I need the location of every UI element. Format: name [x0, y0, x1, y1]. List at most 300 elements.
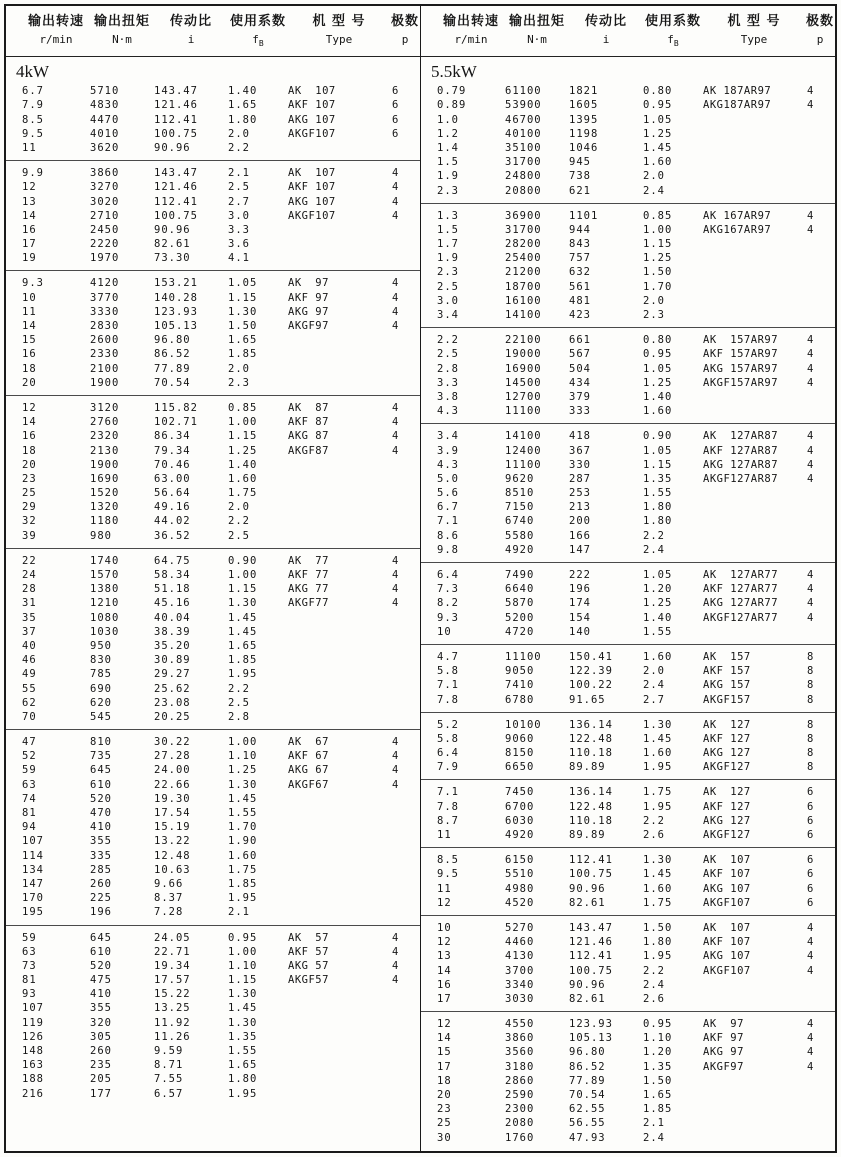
table-row: [6, 291, 420, 305]
cell-type: [703, 141, 805, 155]
table-row: [421, 1116, 835, 1130]
cell-type: [288, 710, 390, 724]
cell-type: [703, 155, 805, 169]
cell-ratio: 143.47: [569, 921, 613, 934]
cell-torque: 735: [90, 750, 112, 763]
table-row: [421, 1017, 835, 1031]
cell-type: AKGF97: [288, 320, 329, 332]
cell-ratio: 86.34: [154, 430, 191, 443]
cell-type: [288, 223, 390, 237]
cell-type: AKF 127: [703, 732, 751, 745]
cell-speed: 12: [437, 896, 452, 909]
cell-speed: 16: [22, 430, 37, 443]
cell-type: AKF 157: [703, 665, 751, 678]
cell-ratio: 89.89: [569, 761, 606, 774]
cell-speed: 62: [22, 696, 37, 709]
cell-poles: [805, 169, 835, 183]
cell-service-factor: 1.60: [643, 405, 673, 418]
cell-type: AK 127AR87: [703, 430, 779, 443]
cell-torque: 355: [90, 835, 112, 848]
table-row: [421, 1102, 835, 1116]
cell-type: AKG 127AR77: [703, 597, 779, 610]
cell-torque: 980: [90, 529, 112, 542]
cell-torque: 4120: [90, 277, 120, 290]
cell-poles: [390, 877, 420, 891]
cell-torque: 8150: [505, 747, 535, 760]
header-zh-torque: 输出扭矩: [93, 14, 150, 29]
cell-torque: 3020: [90, 195, 120, 208]
table-row: [421, 746, 835, 760]
cell-speed: 1.2: [437, 127, 459, 140]
cell-poles: [390, 696, 420, 710]
header-zh-service-factor: 使用系数: [644, 14, 701, 29]
column-header-right: [421, 6, 835, 57]
cell-type: AKG 127: [703, 747, 751, 760]
cell-speed: 55: [22, 682, 37, 695]
cell-speed: 6.7: [437, 501, 459, 514]
cell-poles: [390, 611, 420, 625]
cell-speed: 1.7: [437, 238, 459, 251]
table-row: [421, 294, 835, 308]
cell-speed: 94: [22, 821, 37, 834]
cell-torque: 285: [90, 863, 112, 876]
cell-ratio: 96.80: [154, 334, 191, 347]
cell-service-factor: 1.00: [228, 416, 258, 429]
cell-poles: 6: [807, 868, 815, 881]
cell-type: [288, 458, 390, 472]
cell-ratio: 30.22: [154, 736, 191, 749]
cell-service-factor: 1.00: [228, 569, 258, 581]
cell-speed: 119: [22, 1016, 44, 1029]
cell-speed: 12: [437, 1018, 452, 1031]
cell-ratio: 105.13: [569, 1032, 613, 1045]
cell-speed: 81: [22, 807, 37, 819]
header-zh-speed: 输出转速: [27, 14, 84, 29]
cell-service-factor: 2.2: [228, 515, 250, 528]
cell-type: AKGF87: [288, 444, 329, 457]
cell-poles: [390, 472, 420, 486]
cell-ratio: 29.27: [154, 668, 191, 681]
cell-service-factor: 0.80: [643, 334, 673, 347]
cell-ratio: 200: [569, 515, 591, 528]
cell-ratio: 17.57: [154, 974, 191, 987]
cell-poles: [390, 251, 420, 265]
cell-ratio: 12.48: [154, 849, 191, 862]
cell-service-factor: 1.50: [228, 320, 258, 332]
cell-torque: 520: [90, 959, 112, 972]
cell-poles: [805, 1088, 835, 1102]
cell-type: AK 107: [703, 854, 751, 867]
cell-ratio: 56.64: [154, 487, 191, 500]
cell-poles: 4: [807, 444, 815, 457]
cell-ratio: 567: [569, 348, 591, 361]
cell-speed: 7.9: [437, 761, 459, 774]
cell-torque: 610: [90, 945, 112, 958]
cell-type: [288, 682, 390, 696]
cell-torque: 14100: [505, 309, 542, 321]
cell-poles: [805, 237, 835, 251]
cell-service-factor: 2.1: [643, 1117, 665, 1130]
table-row: [6, 763, 420, 777]
cell-torque: 7150: [505, 501, 535, 514]
cell-torque: 410: [90, 821, 112, 834]
cell-type: [703, 265, 805, 279]
cell-speed: 1.5: [437, 223, 459, 236]
cell-service-factor: 1.55: [228, 1045, 258, 1057]
cell-speed: 12: [22, 181, 37, 194]
table-row: [6, 209, 420, 223]
cell-speed: 18: [22, 362, 37, 375]
cell-ratio: 123.93: [569, 1018, 613, 1031]
cell-ratio: 102.71: [154, 416, 198, 429]
cell-poles: [805, 265, 835, 279]
cell-type: [288, 237, 390, 251]
cell-torque: 9620: [505, 472, 535, 485]
cell-speed: 19: [22, 252, 37, 265]
cell-speed: 30: [437, 1131, 452, 1144]
cell-ratio: 253: [569, 487, 591, 500]
cell-poles: 4: [392, 305, 400, 318]
table-row: [421, 113, 835, 127]
table-row: [421, 169, 835, 183]
cell-service-factor: 1.90: [228, 835, 258, 848]
header-row-units: [421, 32, 835, 51]
cell-speed: 107: [22, 1002, 44, 1015]
cell-service-factor: 0.95: [643, 99, 673, 112]
cell-poles: 4: [392, 750, 400, 763]
ratio-block: [421, 713, 835, 781]
cell-speed: 11: [437, 829, 452, 841]
cell-type: AKF 67: [288, 750, 329, 763]
cell-ratio: 79.34: [154, 444, 191, 457]
table-row: [421, 611, 835, 625]
cell-type: AKF 127: [703, 800, 751, 813]
cell-torque: 1900: [90, 376, 120, 389]
cell-type: AKGF107: [288, 209, 336, 222]
cell-ratio: 22.71: [154, 945, 191, 958]
cell-service-factor: 2.0: [643, 665, 665, 678]
cell-speed: 31: [22, 597, 37, 610]
cell-poles: 4: [807, 1032, 815, 1045]
cell-torque: 545: [90, 710, 112, 723]
cell-service-factor: 1.25: [643, 252, 673, 265]
cell-ratio: 47.93: [569, 1131, 606, 1144]
cell-type: AKF 107: [288, 99, 336, 112]
cell-type: AKG 57: [288, 959, 329, 972]
cell-poles: 4: [392, 974, 400, 987]
cell-poles: [390, 362, 420, 376]
cell-service-factor: 1.35: [643, 472, 673, 485]
cell-speed: 9.3: [22, 277, 44, 290]
cell-speed: 63: [22, 945, 37, 958]
cell-poles: 4: [392, 764, 400, 777]
cell-torque: 3270: [90, 181, 120, 194]
cell-ratio: 77.89: [154, 362, 191, 375]
table-row: [6, 1030, 420, 1044]
table-row: [6, 905, 420, 919]
cell-speed: 11: [437, 882, 452, 895]
cell-service-factor: 1.95: [643, 761, 673, 774]
cell-speed: 16: [22, 223, 37, 236]
cell-torque: 1570: [90, 569, 120, 581]
cell-speed: 20: [437, 1089, 452, 1101]
cell-type: AKF 107: [703, 868, 751, 881]
cell-ratio: 944: [569, 223, 591, 236]
table-row: [6, 276, 420, 290]
cell-service-factor: 1.15: [643, 458, 673, 471]
cell-speed: 2.8: [437, 362, 459, 375]
cell-poles: [390, 792, 420, 806]
cell-speed: 46: [22, 654, 37, 667]
cell-ratio: 945: [569, 156, 591, 169]
cell-ratio: 154: [569, 611, 591, 624]
cell-type: AK 107: [288, 167, 336, 180]
cell-torque: 3120: [90, 401, 120, 414]
cell-type: [288, 347, 390, 361]
cell-service-factor: 1.80: [643, 936, 673, 949]
cell-poles: 4: [392, 167, 400, 180]
cell-ratio: 213: [569, 501, 591, 514]
cell-torque: 12400: [505, 444, 542, 457]
cell-torque: 2300: [505, 1103, 535, 1116]
cell-type: AKGF97: [703, 1060, 744, 1073]
header-row-units: [6, 32, 420, 51]
cell-service-factor: 1.55: [228, 807, 258, 819]
cell-service-factor: 1.15: [228, 291, 258, 304]
cell-type: [703, 1074, 805, 1088]
table-row: [421, 664, 835, 678]
cell-ratio: 90.96: [569, 978, 606, 991]
cell-type: [288, 514, 390, 528]
cell-torque: 1380: [90, 583, 120, 596]
cell-torque: 5270: [505, 921, 535, 934]
cell-poles: [390, 639, 420, 653]
power-title-right: 5.5kW: [431, 62, 477, 82]
cell-torque: 620: [90, 696, 112, 709]
cell-service-factor: 1.20: [643, 1046, 673, 1059]
cell-poles: 4: [392, 554, 400, 567]
cell-service-factor: 2.2: [228, 682, 250, 695]
cell-service-factor: 1.75: [643, 896, 673, 909]
table-row: [421, 333, 835, 347]
cell-poles: 4: [392, 444, 400, 457]
cell-ratio: 100.75: [154, 127, 198, 140]
cell-torque: 36900: [505, 209, 542, 222]
cell-service-factor: 2.5: [228, 529, 250, 542]
cell-service-factor: 1.25: [228, 764, 258, 777]
cell-speed: 0.89: [437, 99, 467, 112]
cell-speed: 14: [22, 416, 37, 429]
cell-torque: 4920: [505, 543, 535, 556]
cell-type: [703, 1116, 805, 1130]
cell-speed: 13: [22, 195, 37, 208]
cell-service-factor: 2.4: [643, 543, 665, 556]
cell-speed: 52: [22, 750, 37, 763]
cell-torque: 196: [90, 906, 112, 919]
cell-service-factor: 1.45: [643, 732, 673, 745]
cell-ratio: 6.57: [154, 1087, 184, 1100]
cell-type: AKGF107: [703, 964, 751, 977]
cell-poles: 6: [807, 814, 815, 827]
cell-type: AK 57: [288, 931, 329, 944]
cell-ratio: 136.14: [569, 718, 613, 731]
cell-poles: [390, 667, 420, 681]
cell-service-factor: 2.0: [228, 362, 250, 375]
cell-poles: [390, 141, 420, 155]
cell-poles: 4: [392, 778, 400, 791]
cell-torque: 5710: [90, 85, 120, 98]
cell-type: AKG 127AR87: [703, 458, 779, 471]
cell-service-factor: 1.60: [643, 882, 673, 895]
cell-type: [288, 987, 390, 1001]
cell-speed: 188: [22, 1073, 44, 1086]
cell-service-factor: 1.60: [643, 747, 673, 760]
cell-speed: 17: [22, 238, 37, 251]
cell-torque: 4010: [90, 127, 120, 140]
cell-ratio: 90.96: [154, 141, 191, 154]
cell-type: [703, 169, 805, 183]
table-row: [421, 814, 835, 828]
cell-service-factor: 1.65: [643, 1089, 673, 1101]
cell-service-factor: 2.2: [228, 141, 250, 154]
cell-torque: 2760: [90, 416, 120, 429]
cell-speed: 10: [22, 291, 37, 304]
cell-speed: 9.5: [437, 868, 459, 881]
cell-ratio: 82.61: [569, 992, 606, 1005]
cell-poles: 4: [807, 1018, 815, 1031]
cell-torque: 14100: [505, 430, 542, 443]
cell-torque: 5200: [505, 611, 535, 624]
cell-torque: 645: [90, 931, 112, 944]
cell-speed: 0.79: [437, 85, 467, 98]
cell-poles: [805, 155, 835, 169]
cell-ratio: 140.28: [154, 291, 198, 304]
cell-ratio: 123.93: [154, 305, 198, 318]
cell-speed: 7.9: [22, 99, 44, 112]
header-unit-torque: N·m: [112, 33, 132, 46]
cell-service-factor: 1.05: [643, 362, 673, 375]
cell-service-factor: 1.40: [228, 85, 258, 98]
cell-ratio: 100.75: [569, 868, 613, 881]
cell-type: [703, 1102, 805, 1116]
cell-service-factor: 1.30: [228, 988, 258, 1001]
cell-type: [288, 141, 390, 155]
cell-speed: 40: [22, 639, 37, 652]
cell-torque: 12700: [505, 390, 542, 403]
cell-poles: 4: [807, 611, 815, 624]
table-row: [6, 319, 420, 333]
cell-torque: 6030: [505, 814, 535, 827]
cell-speed: 195: [22, 906, 44, 919]
table-row: [6, 444, 420, 458]
cell-speed: 6.4: [437, 747, 459, 760]
cell-torque: 1080: [90, 611, 120, 624]
cell-poles: [805, 1116, 835, 1130]
header-unit-torque: N·m: [527, 33, 547, 46]
cell-service-factor: 1.10: [643, 1032, 673, 1045]
cell-torque: 4550: [505, 1018, 535, 1031]
cell-poles: 4: [392, 736, 400, 749]
table-row: [6, 1087, 420, 1101]
table-row: [6, 347, 420, 361]
cell-type: AKGF107: [703, 896, 751, 909]
cell-service-factor: 1.70: [643, 280, 673, 293]
cell-ratio: 112.41: [569, 854, 613, 867]
cell-torque: 235: [90, 1059, 112, 1072]
table-row: [421, 732, 835, 746]
cell-poles: [805, 978, 835, 992]
cell-speed: 59: [22, 931, 37, 944]
table-row: [6, 514, 420, 528]
cell-ratio: 333: [569, 405, 591, 418]
cell-poles: 4: [807, 583, 815, 596]
cell-poles: 8: [807, 747, 815, 760]
ratio-block: [6, 161, 420, 271]
cell-ratio: 96.80: [569, 1046, 606, 1059]
cell-speed: 81: [22, 974, 37, 987]
cell-ratio: 1395: [569, 113, 599, 126]
header-unit-type: Type: [325, 33, 353, 46]
cell-poles: 8: [807, 693, 815, 706]
cell-speed: 8.7: [437, 814, 459, 827]
cell-torque: 470: [90, 807, 112, 819]
table-row: [421, 1131, 835, 1145]
cell-service-factor: 1.05: [228, 277, 258, 290]
table-row: [6, 486, 420, 500]
cell-poles: 4: [392, 931, 400, 944]
cell-speed: 35: [22, 611, 37, 624]
cell-service-factor: 1.30: [228, 778, 258, 791]
cell-torque: 1740: [90, 554, 120, 567]
cell-speed: 11: [22, 305, 37, 318]
ratio-block: [6, 396, 420, 549]
cell-torque: 2600: [90, 334, 120, 347]
cell-ratio: 11.92: [154, 1016, 191, 1029]
cell-service-factor: 2.4: [643, 1131, 665, 1144]
cell-type: [288, 891, 390, 905]
table-row: [6, 1001, 420, 1015]
cell-speed: 163: [22, 1059, 44, 1072]
cell-torque: 2860: [505, 1074, 535, 1087]
cell-service-factor: 3.6: [228, 238, 250, 251]
cell-ratio: 30.89: [154, 654, 191, 667]
cell-torque: 4130: [505, 950, 535, 963]
cell-torque: 2830: [90, 320, 120, 332]
cell-poles: [805, 625, 835, 639]
cell-speed: 37: [22, 625, 37, 638]
cell-service-factor: 2.1: [228, 167, 250, 180]
cell-poles: 6: [807, 786, 815, 799]
cell-torque: 3860: [505, 1032, 535, 1045]
cell-type: AK 157AR97: [703, 334, 779, 347]
cell-torque: 4460: [505, 936, 535, 949]
table-row: [6, 98, 420, 112]
cell-poles: [805, 992, 835, 1006]
cell-poles: 4: [392, 320, 400, 332]
cell-service-factor: 2.5: [228, 181, 250, 194]
table-row: [6, 472, 420, 486]
cell-speed: 8.2: [437, 597, 459, 610]
cell-poles: [805, 141, 835, 155]
table-row: [6, 582, 420, 596]
cell-poles: 4: [807, 569, 815, 581]
cell-ratio: 367: [569, 444, 591, 457]
cell-speed: 63: [22, 778, 37, 791]
cell-ratio: 56.55: [569, 1117, 606, 1130]
cell-speed: 7.8: [437, 800, 459, 813]
cell-speed: 39: [22, 529, 37, 542]
cell-speed: 9.9: [22, 167, 44, 180]
